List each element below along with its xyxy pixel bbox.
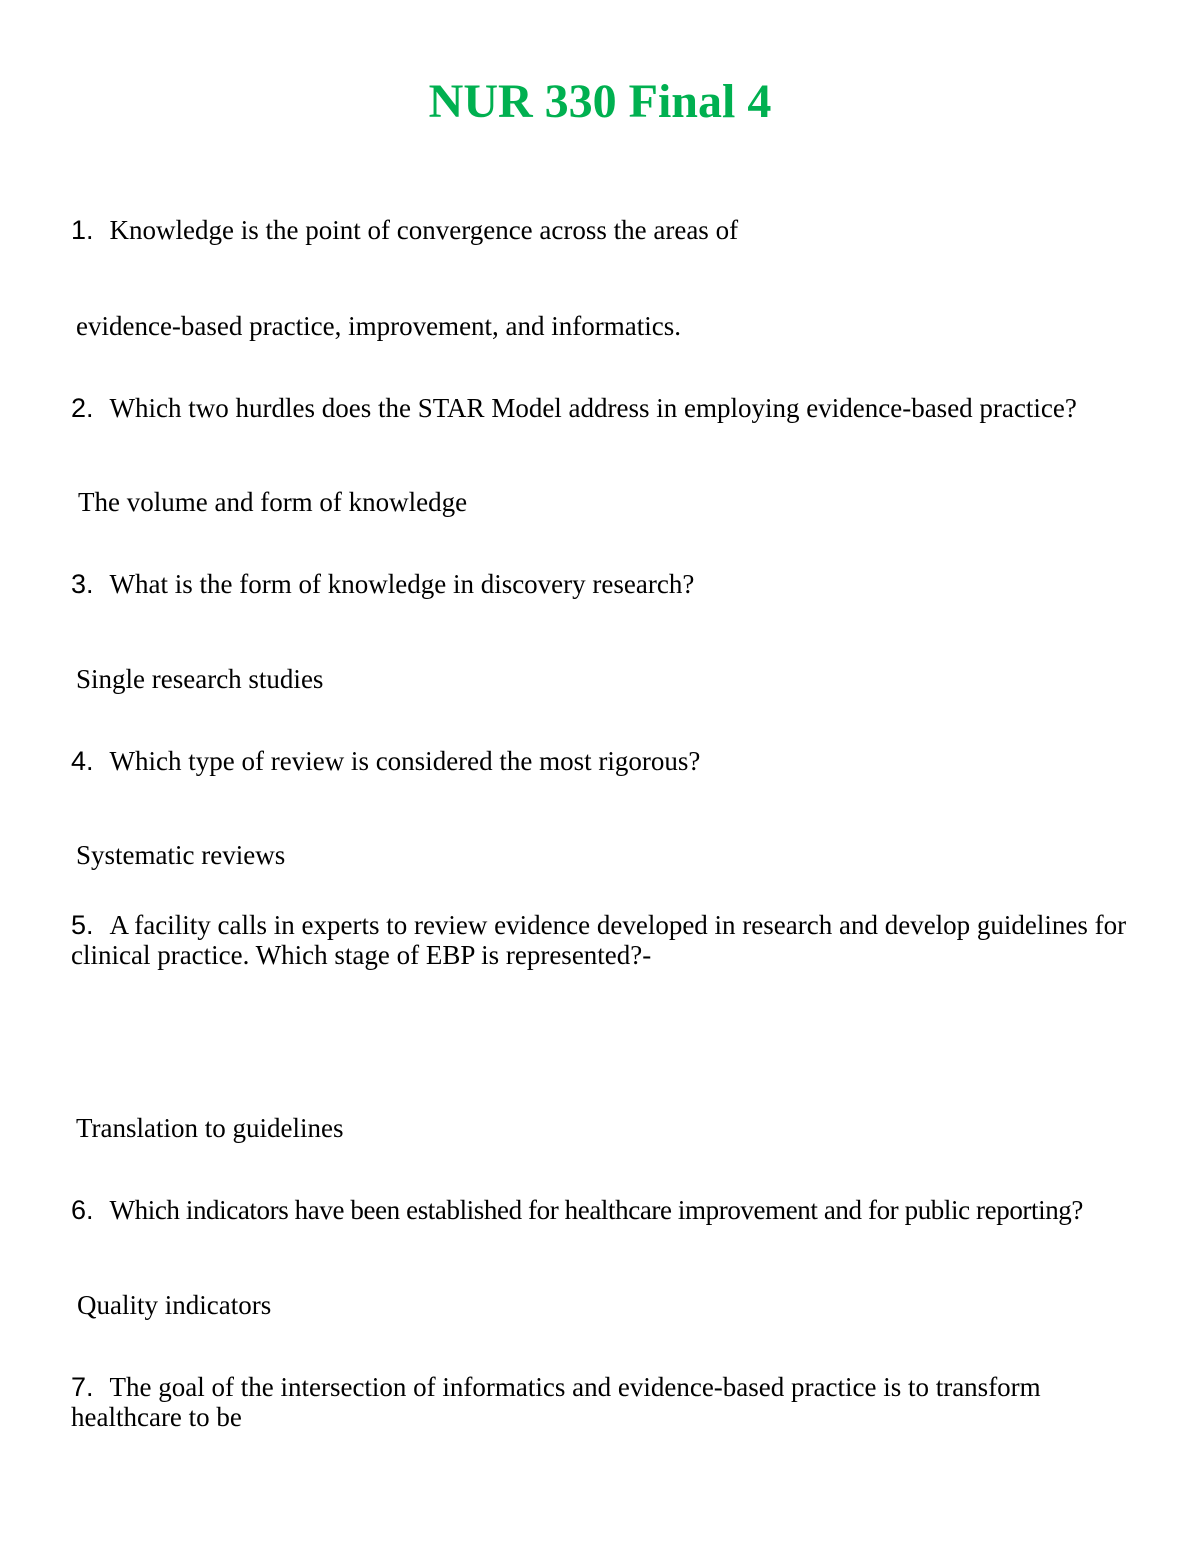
question-6 [71,1195,1151,1225]
question-number: 3. [71,569,94,599]
question-number: 1. [71,215,94,245]
question-2 [71,393,1131,423]
question-number: 7. [71,1372,94,1402]
question-text: What is the form of knowledge in discovery research? [109,569,695,599]
question-text: Which indicators have been established for healthcare improvement and for public reporting? [109,1195,1083,1225]
question-text: A facility calls in experts to review evidence developed in research and develop guidelines for clinical practice. Which stage of EBP is represented?- [71,910,1127,970]
question-1 [71,215,1131,245]
question-number: 5. [71,910,94,940]
answer-2: The volume and form of knowledge [78,487,468,517]
document-title: NUR 330 Final 4 [428,75,772,128]
answer-6: Quality indicators [77,1290,272,1320]
answer-3: Single research studies [76,664,324,694]
question-number: 6. [71,1195,94,1225]
question-number: 2. [71,393,94,423]
answer-5: Translation to guidelines [76,1113,344,1143]
question-number: 4. [71,746,94,776]
question-3 [71,569,1131,599]
question-5 [71,910,1131,970]
question-text: Which two hurdles does the STAR Model address in employing evidence-based practice? [109,393,1077,423]
answer-4: Systematic reviews [76,840,286,870]
question-4 [71,746,1131,776]
question-7 [71,1372,1071,1432]
answer-1: evidence-based practice, improvement, and informatics. [76,311,681,341]
question-text: The goal of the intersection of informatics and evidence-based practice is to transform healthcare to be [71,1372,1041,1432]
question-text: Which type of review is considered the most rigorous? [109,746,701,776]
question-text: Knowledge is the point of convergence across the areas of [109,215,739,245]
